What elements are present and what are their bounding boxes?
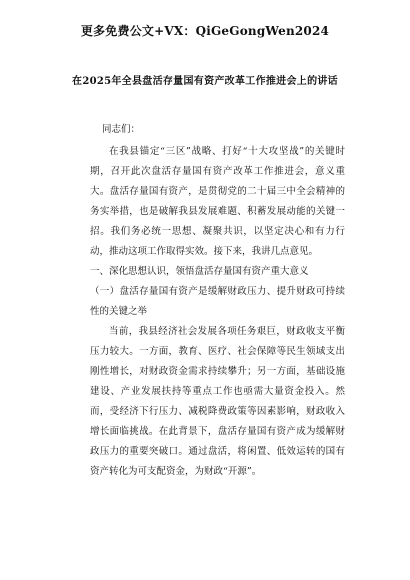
speech-title: 在2025年全县盘活存量国有资产改革工作推进会上的讲话 <box>72 76 338 87</box>
body-paragraph: 当前，我县经济社会发展各项任务艰巨，财政收支平衡压力较大。一方面，教育、医疗、社会保障等民生领域支出刚性增长，对财政资金需求持续攀升；另一方面，基础设施建设、产业发展扶持等重点工作也亟需大量资金投入。然而，受经济下行压力、减税降费政策等因素影响，财政收入增长面临挑战。在此背景下，盘活存量国有资产成为缓解财政压力的重要突破口。通过盘活，将闲置、低效运转的国有资产转化为可支配资金，为财政“开源”。 <box>90 326 345 477</box>
salutation: 同志们： <box>102 124 141 135</box>
speech-body <box>90 120 345 482</box>
intro-paragraph: 在我县锚定“三区”战略、打好“十大攻坚战”的关键时期，召开此次盘活存量国有资产改革工作推进会，意义重大。盘活存量国有资产，是贯彻党的二十届三中全会精神的务实举措，也是破解我县发展难题、积蓄发展动能的关键一招。我们务必统一思想、凝聚共识，以坚定决心和有力行动，推动这项工作取得实效。接下来，我讲几点意见。 <box>90 146 345 257</box>
promo-header: 更多免费公文+VX：QiGeGongWen2024 <box>80 24 330 38</box>
subsection-heading-1: （一）盘活存量国有资产是缓解财政压力、提升财政可持续性的关键之举 <box>90 286 345 317</box>
section-heading-1: 一、深化思想认识，领悟盘活存量国有资产重大意义 <box>90 266 309 277</box>
